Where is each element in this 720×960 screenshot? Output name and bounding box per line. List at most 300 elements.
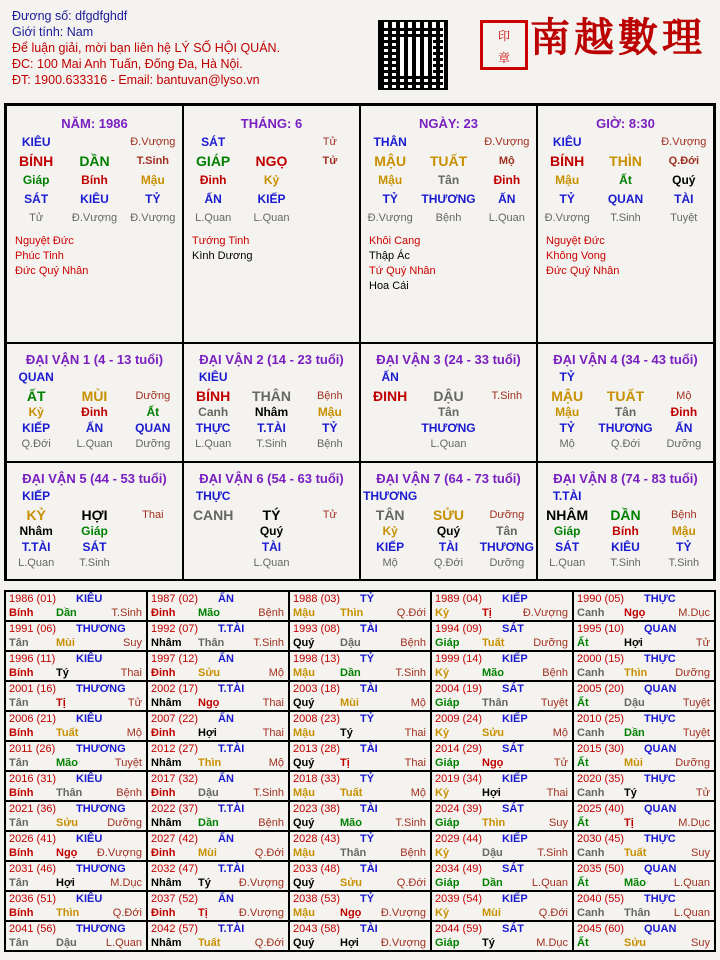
daivan-value: Quý <box>259 524 284 538</box>
daivan-value: Tử <box>322 509 337 521</box>
year-god: TỶ <box>360 653 375 665</box>
year-cell <box>431 711 573 741</box>
daivan-value: Q.Đới <box>610 438 641 450</box>
pillar-value: KIÊU <box>552 135 582 149</box>
daivan-value: TUẤT <box>606 388 645 404</box>
year-cell <box>431 861 573 891</box>
daivan-cell <box>6 343 183 462</box>
year-row <box>5 711 715 741</box>
star-item: Kình Dương <box>192 250 253 262</box>
pillar-value: Đ.Vượng <box>71 212 118 224</box>
daivan-value: QUAN <box>135 421 171 435</box>
year-branch: Thìn <box>198 757 222 769</box>
year-phase: Bệnh <box>116 787 142 799</box>
year-label: 2003 (18) <box>293 683 341 695</box>
year-cell <box>147 891 289 921</box>
daivan-row <box>184 389 359 404</box>
year-branch: Thìn <box>56 907 80 919</box>
star-item: Hoa Cái <box>369 280 409 292</box>
daivan-row <box>184 556 359 571</box>
year-cell <box>573 801 715 831</box>
year-god: THƯƠNG <box>76 923 126 935</box>
year-cell <box>431 831 573 861</box>
year-row <box>5 681 715 711</box>
daivan-value: TỶ <box>322 421 338 435</box>
stars-list <box>369 234 536 294</box>
pillar-row <box>184 211 359 226</box>
star-item: Nguyệt Đức <box>546 235 605 247</box>
year-stem: Ất <box>577 817 589 829</box>
star-item: Đức Quý Nhân <box>546 265 620 277</box>
year-god: TÀI <box>360 923 378 935</box>
year-branch: Tị <box>624 817 634 829</box>
year-stem: Bính <box>9 907 34 919</box>
daivan-value: L.Quan <box>253 557 290 569</box>
daivan-row <box>538 524 713 539</box>
daivan-value: T.Sinh <box>79 557 110 569</box>
pillar-title: THÁNG: 6 <box>240 116 303 131</box>
year-table <box>4 590 716 952</box>
daivan-value: Mộ <box>676 390 692 402</box>
year-stem: Kỷ <box>435 847 450 859</box>
year-cell <box>147 921 289 951</box>
year-cell <box>573 831 715 861</box>
year-stem: Quý <box>293 877 315 889</box>
daivan-value <box>184 556 242 571</box>
year-cell <box>573 921 715 951</box>
year-god: KIÊU <box>76 893 103 905</box>
year-stem: Kỷ <box>435 727 450 739</box>
pillar-title: GIỜ: 8:30 <box>596 116 655 131</box>
daivan-value: Bệnh <box>316 438 343 450</box>
pillar-row <box>361 154 536 169</box>
star-item: Tướng Tinh <box>192 235 250 247</box>
pillar-value: MẬU <box>374 153 407 169</box>
pillar-value: Mậu <box>378 173 403 187</box>
year-stem: Mậu <box>293 787 315 799</box>
year-branch: Ngọ <box>624 607 646 619</box>
year-label: 1992 (07) <box>151 623 199 635</box>
year-phase: Tử <box>127 697 142 709</box>
year-god: SÁT <box>502 623 524 635</box>
year-label: 2039 (54) <box>435 893 483 905</box>
year-phase: Q.Đới <box>254 847 284 859</box>
year-phase: Bệnh <box>400 637 426 649</box>
year-branch: Dậu <box>340 637 361 649</box>
daivan-title: ĐẠI VẬN 5 (44 - 53 tuổi) <box>22 471 167 486</box>
daivan-value: SÁT <box>555 540 580 554</box>
year-god: KIÊU <box>76 653 103 665</box>
year-phase: Mộ <box>552 727 568 739</box>
year-label: 2030 (45) <box>577 833 625 845</box>
daivan-row <box>538 556 713 571</box>
pillar-value: Tử <box>322 155 338 167</box>
year-cell <box>5 771 147 801</box>
daivan-value: THƯƠNG <box>598 421 653 435</box>
year-phase: T.Sinh <box>395 817 426 829</box>
year-branch: Sửu <box>56 817 79 829</box>
daivan-row <box>184 508 359 523</box>
pillar-value <box>242 135 300 150</box>
year-label: 2017 (32) <box>151 773 199 785</box>
pillar-value: SÁT <box>24 192 49 206</box>
year-label: 2010 (25) <box>577 713 625 725</box>
year-stem: Đinh <box>151 847 176 859</box>
daivan-value <box>478 405 536 420</box>
daivan-value: Dưỡng <box>135 390 171 402</box>
year-cell <box>147 861 289 891</box>
year-stem: Ất <box>577 637 589 649</box>
daivan-value: Kỷ <box>382 524 398 538</box>
pillar-value: GIÁP <box>196 153 231 169</box>
year-stem: Giáp <box>435 697 460 709</box>
year-stem: Nhâm <box>151 637 182 649</box>
year-phase: Tử <box>695 787 710 799</box>
year-cell <box>431 921 573 951</box>
pillar-value: ẤN <box>498 192 516 206</box>
pillar-value: Tử <box>322 136 337 148</box>
daivan-value: Canh <box>198 405 229 419</box>
year-label: 2020 (35) <box>577 773 625 785</box>
daivan-value: ĐINH <box>373 388 408 404</box>
year-branch: Sửu <box>340 877 363 889</box>
year-cell <box>573 651 715 681</box>
pillar-value: TUẤT <box>429 153 468 169</box>
year-branch: Hợi <box>198 727 217 739</box>
year-god: THỰC <box>644 893 676 905</box>
year-cell <box>147 771 289 801</box>
year-stem: Tân <box>9 937 29 949</box>
year-label: 2044 (59) <box>435 923 483 935</box>
year-cell <box>573 861 715 891</box>
stars-list <box>546 234 713 279</box>
year-cell <box>573 741 715 771</box>
year-phase: Thai <box>262 727 284 739</box>
year-row <box>5 741 715 771</box>
year-branch: Thân <box>340 847 367 859</box>
year-branch: Ngọ <box>198 697 220 709</box>
year-god: THƯƠNG <box>76 683 126 695</box>
daivan-value: TÀI <box>438 540 459 554</box>
daivan-value: TÀI <box>261 540 282 554</box>
year-cell <box>147 801 289 831</box>
daivan-value: Tân <box>614 405 637 419</box>
year-phase: Thai <box>120 667 142 679</box>
year-stem: Giáp <box>435 877 460 889</box>
year-cell <box>289 621 431 651</box>
year-branch: Dần <box>198 817 219 829</box>
year-stem: Mậu <box>293 607 315 619</box>
daivan-value: THÂN <box>252 388 291 404</box>
year-stem: Canh <box>577 907 605 919</box>
pillar-row <box>361 192 536 207</box>
year-label: 1996 (11) <box>9 653 56 665</box>
pillar-row <box>538 211 713 226</box>
year-label: 2042 (57) <box>151 923 199 935</box>
daivan-value: T.Sinh <box>610 557 641 569</box>
year-phase: Dưỡng <box>675 667 710 679</box>
daivan-value: DẬU <box>433 388 464 404</box>
pillar-value <box>419 135 477 150</box>
daivan-god: KIẾP <box>22 489 51 503</box>
year-branch: Mùi <box>56 637 75 649</box>
year-branch: Tý <box>340 727 353 739</box>
year-branch: Hợi <box>56 877 75 889</box>
pillar-value: Mậu <box>140 173 165 187</box>
pillar-value: Giáp <box>22 173 50 187</box>
year-label: 2038 (53) <box>293 893 341 905</box>
pillar-row <box>538 135 713 150</box>
year-stem: Quý <box>293 937 315 949</box>
year-cell <box>431 681 573 711</box>
daivan-value: Mộ <box>382 557 398 569</box>
year-branch: Sửu <box>198 667 221 679</box>
year-branch: Tuất <box>198 937 221 949</box>
daivan-top <box>184 489 359 504</box>
daivan-value <box>361 405 419 420</box>
year-cell <box>573 681 715 711</box>
year-god: THỰC <box>644 833 676 845</box>
year-stem: Canh <box>577 847 605 859</box>
year-branch: Sửu <box>624 937 647 949</box>
stars-list <box>15 234 182 279</box>
daivan-value: Bệnh <box>670 509 697 521</box>
pillar-value: NGỌ <box>255 153 288 169</box>
pillar-value: Đinh <box>199 173 227 187</box>
pillar-value: Kỷ <box>263 173 280 187</box>
daivan-value: L.Quan <box>549 557 586 569</box>
pillar-value: Đ.Vượng <box>130 212 176 224</box>
year-phase: Mộ <box>268 667 284 679</box>
year-god: ẤN <box>218 713 234 725</box>
daivan-row <box>538 421 713 436</box>
year-label: 2006 (21) <box>9 713 57 725</box>
year-branch: Mùi <box>198 847 217 859</box>
year-label: 2033 (48) <box>293 863 341 875</box>
daivan-row <box>538 405 713 420</box>
pillar-value: BÍNH <box>550 153 585 169</box>
daivan-row <box>361 540 536 555</box>
year-god: ẤN <box>218 773 234 785</box>
year-stem: Quý <box>293 757 315 769</box>
year-branch: Mùi <box>482 907 501 919</box>
year-stem: Đinh <box>151 667 176 679</box>
year-stem: Kỷ <box>435 787 450 799</box>
year-god: TỶ <box>360 893 375 905</box>
year-stem: Nhâm <box>151 817 182 829</box>
daivan-title: ĐẠI VẬN 4 (34 - 43 tuổi) <box>553 352 698 367</box>
daivan-value: Đinh <box>81 405 108 419</box>
daivan-row <box>538 389 713 404</box>
year-branch: Hợi <box>340 937 359 949</box>
year-phase: L.Quan <box>531 877 568 889</box>
year-god: TỶ <box>360 593 375 605</box>
year-stem: Đinh <box>151 907 176 919</box>
year-branch: Dần <box>56 607 77 619</box>
daivan-value: Ất <box>146 405 160 419</box>
year-cell <box>147 741 289 771</box>
daivan-value: THƯƠNG <box>479 540 534 554</box>
year-phase: Mộ <box>126 727 142 739</box>
daivan-row <box>184 421 359 436</box>
year-cell <box>289 711 431 741</box>
year-phase: Tuyệt <box>540 697 568 709</box>
year-branch: Thân <box>56 787 83 799</box>
year-branch: Ngọ <box>56 847 78 859</box>
pillar-value <box>301 173 359 188</box>
year-label: 2015 (30) <box>577 743 625 755</box>
daivan-value: Mộ <box>559 438 575 450</box>
owner-label: Đương số: <box>12 9 72 23</box>
year-god: QUAN <box>644 623 677 635</box>
daivan-row <box>184 405 359 420</box>
year-god: THƯƠNG <box>76 803 126 815</box>
year-cell <box>5 591 147 621</box>
daivan-value: KIẾP <box>376 540 405 554</box>
daivan-row <box>184 437 359 452</box>
year-row <box>5 771 715 801</box>
year-label: 2024 (39) <box>435 803 483 815</box>
year-phase: Mộ <box>410 787 426 799</box>
year-branch: Sửu <box>482 727 505 739</box>
year-god: TỶ <box>360 773 375 785</box>
daivan-value <box>184 540 242 555</box>
year-stem: Nhâm <box>151 937 182 949</box>
year-phase: Mộ <box>410 697 426 709</box>
year-phase: T.Sinh <box>253 787 284 799</box>
year-god: T.TÀI <box>218 923 245 935</box>
year-label: 2019 (34) <box>435 773 483 785</box>
year-phase: M.Dục <box>110 877 142 889</box>
year-branch: Dậu <box>624 697 645 709</box>
year-label: 1994 (09) <box>435 623 483 635</box>
gender-label: Giới tính: <box>12 25 64 39</box>
pillar-row <box>7 192 182 207</box>
year-god: T.TÀI <box>218 743 245 755</box>
daivan-value <box>478 437 536 452</box>
year-branch: Mão <box>624 877 646 889</box>
daivan-value: BÍNH <box>196 388 231 404</box>
year-cell <box>431 771 573 801</box>
year-branch: Mão <box>198 607 220 619</box>
year-stem: Canh <box>577 727 605 739</box>
header-info <box>12 8 280 88</box>
year-branch: Tị <box>340 757 350 769</box>
year-phase: Thai <box>262 697 284 709</box>
year-stem: Canh <box>577 787 605 799</box>
year-stem: Ất <box>577 697 589 709</box>
year-cell <box>5 801 147 831</box>
year-god: TÀI <box>360 803 378 815</box>
year-stem: Nhâm <box>151 877 182 889</box>
pillar-value: Đinh <box>493 173 521 187</box>
year-god: QUAN <box>644 743 677 755</box>
pillar-value: KIÊU <box>21 135 51 149</box>
daivan-row <box>7 437 182 452</box>
daivan-value: Bính <box>612 524 639 538</box>
year-phase: M.Dục <box>536 937 568 949</box>
pillar-row <box>7 211 182 226</box>
year-god: KIÊU <box>76 773 103 785</box>
daivan-row <box>361 524 536 539</box>
year-label: 2036 (51) <box>9 893 57 905</box>
daivan-value: KIÊU <box>611 540 640 554</box>
year-god: SÁT <box>502 683 524 695</box>
daivan-value: Q.Đới <box>433 557 464 569</box>
year-cell <box>289 921 431 951</box>
year-row <box>5 891 715 921</box>
pillar-value: L.Quan <box>253 212 290 224</box>
daivan-value: Quý <box>436 524 461 538</box>
year-phase: Tử <box>553 757 568 769</box>
year-branch: Tý <box>482 937 495 949</box>
year-label: 2035 (50) <box>577 863 625 875</box>
gender-value: Nam <box>66 25 94 39</box>
year-stem: Quý <box>293 697 315 709</box>
daivan-value: KỶ <box>26 507 46 523</box>
daivan-top <box>361 370 536 385</box>
daivan-cell <box>537 462 714 581</box>
year-cell <box>147 651 289 681</box>
year-stem: Giáp <box>435 757 460 769</box>
year-branch: Hợi <box>624 637 643 649</box>
pillar-row <box>184 173 359 188</box>
year-cell <box>289 891 431 921</box>
daivan-cell <box>183 462 360 581</box>
year-cell <box>289 651 431 681</box>
year-god: KIÊU <box>76 833 103 845</box>
pillar-cell <box>537 105 714 343</box>
year-label: 2002 (17) <box>151 683 199 695</box>
year-label: 1997 (12) <box>151 653 199 665</box>
star-item: Phúc Tinh <box>15 250 64 262</box>
daivan-value: ẤN <box>675 421 693 435</box>
year-cell <box>431 801 573 831</box>
year-cell <box>289 681 431 711</box>
year-label: 2012 (27) <box>151 743 199 755</box>
year-label: 2013 (28) <box>293 743 341 755</box>
year-stem: Canh <box>577 607 605 619</box>
year-cell <box>147 711 289 741</box>
year-phase: Đ.Vượng <box>238 907 284 919</box>
year-row <box>5 801 715 831</box>
pillar-row <box>184 135 359 150</box>
pillar-value: Đ.Vượng <box>367 212 413 224</box>
pillar-row <box>538 154 713 169</box>
daivan-title: ĐẠI VẬN 6 (54 - 63 tuổi) <box>199 471 344 486</box>
year-god: THƯƠNG <box>76 623 126 635</box>
daivan-value: T.Sinh <box>668 557 700 569</box>
year-stem: Mậu <box>293 907 315 919</box>
daivan-god: QUAN <box>18 370 54 384</box>
daivan-value: L.Quan <box>76 438 113 450</box>
year-cell <box>5 861 147 891</box>
year-label: 2031 (46) <box>9 863 57 875</box>
pillar-value: TỶ <box>559 192 575 206</box>
daivan-row <box>361 437 536 452</box>
daivan-value: Tân <box>496 524 518 538</box>
daivan-top <box>361 489 536 504</box>
daivan-value: L.Quan <box>430 438 467 450</box>
year-cell <box>431 891 573 921</box>
year-label: 2011 (26) <box>9 743 56 755</box>
year-label: 1993 (08) <box>293 623 341 635</box>
year-cell <box>5 831 147 861</box>
year-label: 2009 (24) <box>435 713 483 725</box>
daivan-row <box>361 405 536 420</box>
daivan-value: Nhâm <box>254 405 289 419</box>
daivan-row <box>361 508 536 523</box>
